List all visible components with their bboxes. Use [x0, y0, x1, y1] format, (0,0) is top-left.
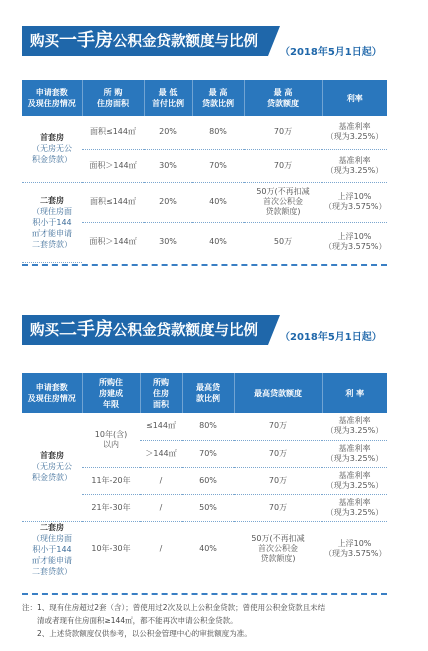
section2-divider — [22, 593, 387, 595]
cell-loan-ratio: 40% — [199, 544, 217, 554]
cell-area: 面积＞144㎡ — [89, 237, 137, 247]
group-label: 首套房 — [40, 133, 64, 143]
cell-area: / — [140, 494, 182, 521]
cell-rate: 基准利率 （现为3.25%） — [322, 149, 387, 182]
section1-divider — [22, 264, 387, 266]
table-row — [22, 182, 387, 222]
section2-header-3: 最高贷 款比例 — [182, 373, 234, 413]
cell-loan-ratio: 60% — [182, 467, 234, 494]
cell-rate: 基准利率 （现为3.25%） — [322, 440, 387, 467]
cell-building-age: 11年-20年 — [82, 467, 140, 494]
cell-loan-ratio: 40% — [192, 182, 244, 222]
note-line-2: 清或者现有住房面积≥144㎡，都不能再次申请公积金贷款。 — [22, 616, 238, 625]
section1-title-big: 一手房 — [59, 30, 113, 51]
section2-header-4: 最高贷款额度 — [234, 373, 322, 413]
section2-title-rest: 公积金贷款额度与比例 — [113, 323, 258, 339]
cell-area: 面积≤144㎡ — [82, 116, 144, 149]
group-sublabel: （无房无公 积金贷款） — [32, 462, 72, 483]
group-second-home — [22, 521, 82, 577]
cell-area: ≤144㎡ — [140, 413, 182, 440]
note-line-1: 注：1、现有住房超过2套（含）；曾使用过2次及以上公积金贷款；曾使用公积金贷款且未结 — [22, 603, 326, 612]
section1-header-2: 最 低 首付比例 — [144, 80, 192, 116]
note-line-3: 2、上述贷款额度仅供参考，以公积金管理中心的审批额度为准。 — [22, 629, 252, 638]
cell-building-age: 21年-30年 — [82, 494, 140, 521]
cell-loan-ratio: 80% — [192, 116, 244, 149]
section2-header-0: 申请套数 及现住房情况 — [22, 373, 82, 413]
table-row — [22, 413, 387, 440]
section1-header-row — [22, 80, 387, 116]
section2-title-prefix: 购买 — [30, 323, 59, 339]
cell-loan-limit: 70万 — [234, 440, 322, 467]
cell-rate: 基准利率 （现为3.25%） — [322, 467, 387, 494]
group-first-home — [22, 116, 82, 182]
cell-building-age: 10年(含) 以内 — [82, 413, 140, 467]
section1-header-3: 最 高 贷款比例 — [192, 80, 244, 116]
section2-header-5: 利 率 — [322, 373, 387, 413]
section1-title-prefix: 购买 — [30, 34, 59, 50]
section1-header-1: 所 购 住房面积 — [82, 80, 144, 116]
cell-loan-limit: 50万(不再扣减 首次公积金 贷款额度) — [244, 182, 322, 222]
cell-loan-ratio: 70% — [192, 149, 244, 182]
cell-loan-ratio: 70% — [182, 440, 234, 467]
cell-area: ＞144㎡ — [140, 440, 182, 467]
section1-title-tail — [260, 26, 280, 56]
cell-loan-ratio: 80% — [182, 413, 234, 440]
cell-loan-limit: 70万 — [244, 116, 322, 149]
group-label: 首套房 — [40, 451, 64, 461]
cell-loan-limit: 70万 — [244, 149, 322, 182]
group-first-home — [22, 413, 82, 521]
table-row — [22, 116, 387, 149]
cell-building-age: 10年-30年 — [91, 544, 131, 554]
group-sublabel: （无房无公 积金贷款） — [32, 144, 72, 165]
section2-table — [22, 373, 387, 577]
table-row — [22, 521, 387, 577]
cell-rate: 基准利率 （现为3.25%） — [322, 413, 387, 440]
cell-rate: 上浮10% （现为3.575%） — [322, 182, 387, 222]
section2-header-row — [22, 373, 387, 413]
group-label: 二套房 — [40, 195, 64, 205]
cell-downpayment: 20% — [144, 182, 192, 222]
section2-date: （2018年5月1日起） — [280, 332, 382, 343]
cell-area: 面积＞144㎡ — [82, 149, 144, 182]
cell-rate: 基准利率 （现为3.25%） — [322, 494, 387, 521]
cell-downpayment: 20% — [144, 116, 192, 149]
cell-loan-limit: 70万 — [234, 494, 322, 521]
cell-area: / — [159, 544, 163, 554]
section2-title-big: 二手房 — [59, 319, 113, 340]
cell-loan-ratio: 50% — [182, 494, 234, 521]
group-sublabel: （现住房面 积小于144 ㎡才能申请 二套贷款） — [32, 206, 72, 249]
cell-area: / — [140, 467, 182, 494]
cell-loan-ratio: 40% — [209, 237, 227, 247]
cell-area: 面积≤144㎡ — [82, 182, 144, 222]
section1-title — [22, 26, 260, 56]
cell-downpayment: 30% — [144, 149, 192, 182]
section1-table — [22, 80, 387, 263]
cell-downpayment: 30% — [159, 237, 177, 247]
cell-rate: 上浮10% （现为3.575%） — [324, 539, 387, 559]
cell-rate: 上浮10% （现为3.575%） — [324, 232, 387, 252]
section1-date: （2018年5月1日起） — [280, 47, 382, 58]
cell-loan-limit: 50万(不再扣减 首次公积金 贷款额度) — [251, 534, 305, 564]
section2-title-tail — [260, 315, 280, 345]
section2-header-1: 所购住 房建成 年限 — [82, 373, 140, 413]
notes — [22, 601, 397, 640]
section1-title-rest: 公积金贷款额度与比例 — [113, 34, 258, 50]
group-second-home — [22, 182, 82, 262]
cell-loan-limit: 70万 — [234, 467, 322, 494]
section1-header-0: 申请套数 及现住房情况 — [22, 80, 82, 116]
cell-rate: 基准利率 （现为3.25%） — [322, 116, 387, 149]
section1-header-5: 利率 — [322, 80, 387, 116]
section1-header-4: 最 高 贷款额度 — [244, 80, 322, 116]
section2-title — [22, 315, 260, 345]
group-sublabel: （现住房面 积小于144 ㎡才能申请 二套贷款） — [32, 533, 72, 576]
section2-header-2: 所购 住房 面积 — [140, 373, 182, 413]
cell-loan-limit: 50万 — [273, 237, 293, 247]
group-label: 二套房 — [40, 522, 64, 532]
cell-loan-limit: 70万 — [234, 413, 322, 440]
